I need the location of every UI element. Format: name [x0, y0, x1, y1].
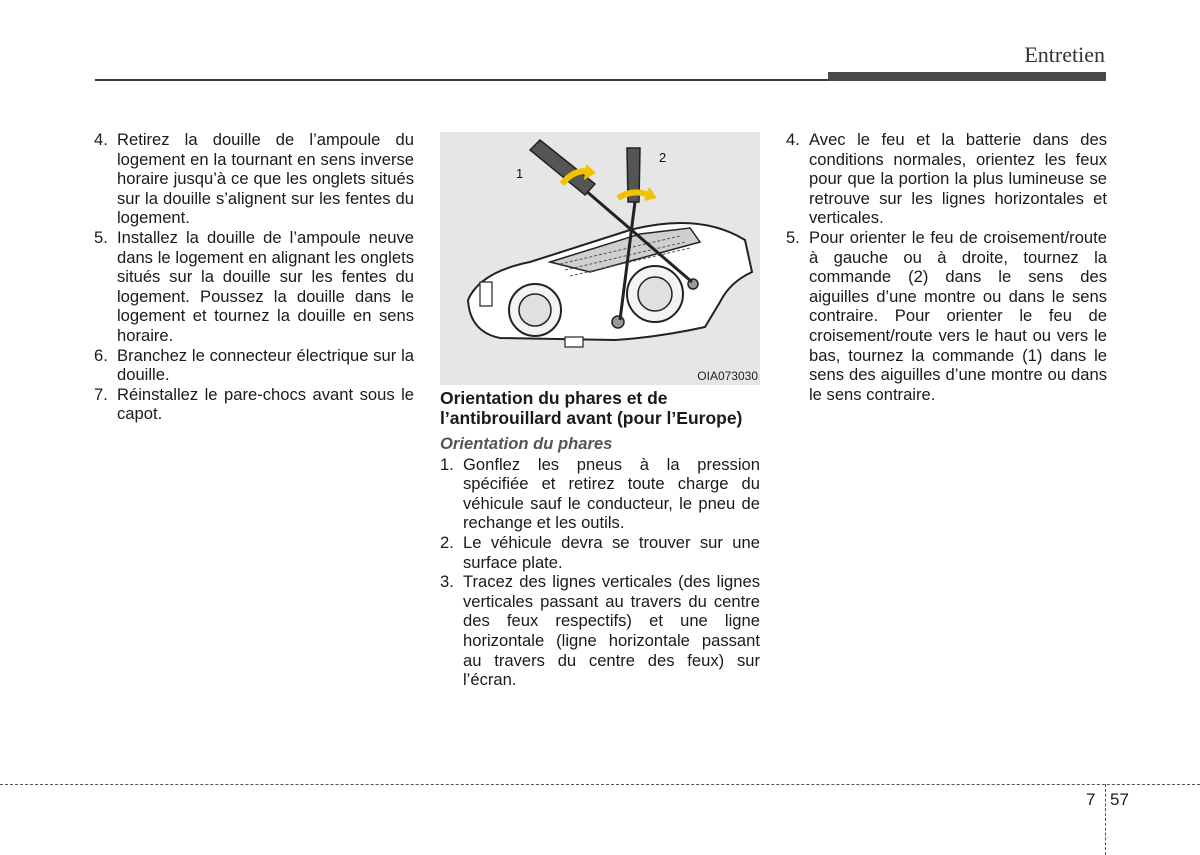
list-item [440, 455, 760, 533]
step-number: 1. [440, 454, 454, 474]
step-text: Le véhicule devra se trouver sur une surface plate. [463, 532, 760, 572]
list-item [786, 130, 1107, 228]
header-rule-thick [828, 72, 1106, 81]
step-number: 7. [94, 384, 108, 404]
step-text: Tracez des lignes verticales (des lignes verticales passant au travers du centre des feux respectifs) et une ligne horizontale (ligne horizontale passant au travers du centre des feux) sur l’écran. [463, 572, 760, 690]
left-steps-list [94, 130, 414, 424]
list-item [94, 385, 414, 424]
step-text: Avec le feu et la batterie dans des conditions normales, orientez les feux pour que la portion la plus lumineuse se retrouve sur les lignes horizontales et verticales. [809, 130, 1107, 228]
middle-steps-list [440, 455, 760, 690]
chapter-number: 7 [1086, 790, 1096, 809]
list-item [94, 346, 414, 385]
left-column [94, 130, 414, 424]
callout-1-label: 1 [516, 166, 524, 181]
page-number: 57 [1110, 790, 1129, 809]
step-number: 4. [786, 130, 800, 149]
step-number: 6. [94, 345, 108, 365]
footer-divider [0, 784, 1200, 785]
list-item [440, 572, 760, 690]
list-item [94, 228, 414, 346]
right-steps-list [786, 130, 1107, 404]
list-item [786, 228, 1107, 404]
page-header-title: Entretien [1024, 42, 1105, 67]
headlamp-illustration [440, 132, 760, 385]
list-item [440, 533, 760, 572]
step-number: 5. [94, 227, 108, 247]
step-text: Réinstallez le pare-chocs avant sous le capot. [117, 384, 414, 424]
step-number: 2. [440, 532, 454, 552]
step-number: 5. [786, 227, 800, 247]
step-text: Gonflez les pneus à la pression spécifiée et retirez toute charge du véhicule sauf le conducteur, le pneu de rechange et les outils. [463, 454, 760, 533]
step-text: Branchez le connecteur électrique sur la douille. [117, 345, 414, 385]
middle-column [440, 388, 760, 690]
step-text: Installez la douille de l’ampoule neuve dans le logement en alignant les onglets situés sur la douille sur les fentes du logement. Poussez la douille dans le logement et tournez la douille en sens horaire. [117, 227, 414, 345]
callout-2-label: 2 [659, 150, 667, 165]
step-number: 4. [94, 130, 108, 149]
list-item [94, 130, 414, 228]
headlamp-adjustment-figure [440, 132, 760, 385]
step-text: Retirez la douille de l’ampoule du logement en la tournant en sens inverse horaire jusqu’à ce que les onglets situés sur la douille s’alignent sur les fentes du logement. [117, 130, 414, 228]
right-column [786, 130, 1107, 404]
step-number: 3. [440, 572, 454, 592]
sub-heading: Orientation du phares [440, 434, 613, 453]
step-text: Pour orienter le feu de croisement/route à gauche ou à droite, tournez la commande (2) dans le sens des aiguilles d’une montre ou dans le sens contraire. Pour orienter le feu de croisement/route vers le haut ou vers le bas, tournez la commande (1) dans le sens des aiguilles d’une montre ou dans le sens contraire. [809, 227, 1107, 404]
section-heading: Orientation du phares et de l’antibrouillard avant (pour l’Europe) [440, 388, 743, 428]
figure-code: OIA073030 [697, 369, 758, 383]
header-rule-thin [95, 79, 830, 81]
footer-vertical-divider [1105, 784, 1106, 855]
